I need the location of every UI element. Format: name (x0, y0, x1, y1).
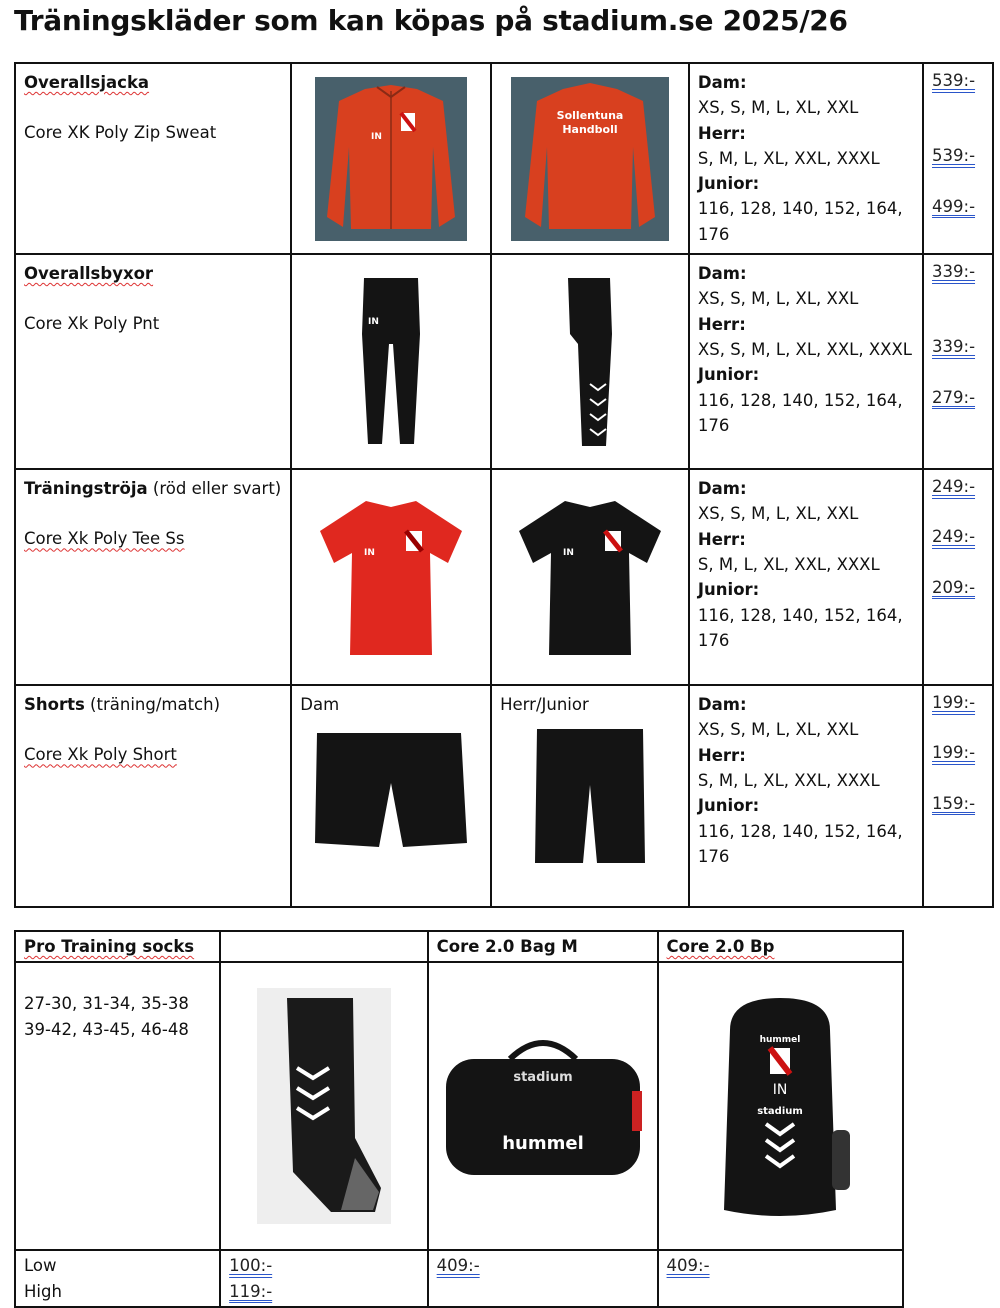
dam-sizes: XS, S, M, L, XL, XXL (697, 289, 859, 309)
product-model: Core XK Poly Zip Sweat (24, 123, 217, 143)
price-herr: 339:- (932, 337, 976, 357)
accessories-price-row (15, 1250, 903, 1307)
herr-sizes: S, M, L, XL, XXL, XXXL (697, 148, 880, 168)
tee-red-icon (316, 495, 466, 660)
page-title: Träningskläder som kan köpas på stadium.se 2025/26 (14, 4, 848, 37)
bp-brand-text: hummel (759, 1035, 801, 1046)
bag-icon (440, 1031, 646, 1181)
product-name: Träningströja (24, 479, 148, 499)
bp-store-text: stadium (757, 1106, 804, 1118)
pants-initials: IN (368, 316, 380, 327)
header-backpack: Core 2.0 Bp (666, 937, 775, 956)
dam-sizes: XS, S, M, L, XL, XXL (697, 504, 859, 524)
product-name: Shorts (24, 695, 85, 715)
product-name: Overallsjacka (24, 73, 150, 92)
price-dam: 249:- (932, 477, 976, 497)
accessories-table (14, 930, 904, 1308)
price-herr: 539:- (932, 146, 976, 166)
accessories-image-row (15, 962, 903, 1250)
price-herr: 199:- (932, 743, 976, 763)
tee-red-image (291, 469, 491, 685)
tee-black-initials: IN (563, 547, 574, 558)
backpack-image (658, 962, 903, 1250)
price-dam: 339:- (932, 262, 976, 282)
pants-front-image (291, 254, 491, 469)
jacket-front-image (291, 63, 491, 254)
price-junior: 279:- (932, 387, 976, 407)
price-herr: 249:- (932, 527, 976, 547)
dam-sizes: XS, S, M, L, XL, XXL (697, 720, 859, 740)
junior-sizes: 116, 128, 140, 152, 164, 176 (697, 390, 903, 435)
accessories-header-row (15, 931, 903, 962)
price-label-low: Low (24, 1256, 57, 1276)
tee-red-initials: IN (364, 547, 376, 558)
shorts-dam-icon (311, 723, 471, 853)
price-dam: 539:- (932, 71, 976, 90)
shorts-dam-image (291, 685, 491, 907)
header-socks: Pro Training socks (24, 937, 195, 956)
product-row-shorts: Shorts (träning/match) Core Xk Poly Short Dam Herr/Junior Dam: XS, S, M, L, XL, XXL Herr: S, M, L, XL, XXL, XXXL Junior: 116, 128, 140, 152, 164, 176 199:- 199:- 159:- (15, 685, 993, 907)
dam-sizes: XS, S, M, L, XL, XXL (697, 98, 859, 118)
shorts-herr-image (491, 685, 689, 907)
bp-initials: IN (772, 1082, 788, 1099)
sock-icon (257, 988, 391, 1224)
backpack-icon (700, 990, 860, 1222)
jacket-back-image (491, 63, 689, 254)
herr-sizes: XS, S, M, L, XL, XXL, XXXL (697, 339, 912, 359)
bag-brand-text: hummel (501, 1133, 584, 1155)
price-junior: 209:- (932, 577, 976, 597)
product-row-jacket: Overallsjacka Core XK Poly Zip Sweat IN Sollentuna Handboll Dam: XS, S, M, L, XL, XXL Herr: S, M, L, XL, XXL, XXXL Junior: 116, 128, 140, 152, 164, 176 539:- 539:- 499:- (15, 63, 993, 254)
price-label-high: High (24, 1281, 62, 1301)
junior-sizes: 116, 128, 140, 152, 164, 176 (697, 605, 903, 650)
herr-sizes: S, M, L, XL, XXL, XXXL (697, 770, 880, 790)
header-bag: Core 2.0 Bag M (436, 937, 578, 956)
pants-side-icon (560, 274, 620, 450)
product-name: Overallsbyxor (24, 264, 154, 284)
image-caption: Dam (300, 695, 340, 715)
junior-sizes: 116, 128, 140, 152, 164, 176 (697, 199, 903, 244)
product-model: Core Xk Poly Tee Ss (24, 529, 185, 549)
jacket-front-icon (315, 77, 467, 241)
socks-price-high: 119:- (229, 1281, 273, 1301)
socks-image (220, 962, 428, 1250)
price-junior: 499:- (932, 196, 976, 216)
socks-sizes-1: 27-30, 31-34, 35-38 (24, 994, 189, 1014)
pants-front-icon (356, 274, 426, 450)
price-junior: 159:- (932, 793, 976, 813)
bag-store-text: stadium (512, 1070, 573, 1086)
jacket-back-icon (511, 77, 669, 241)
socks-price-low: 100:- (229, 1256, 273, 1276)
junior-sizes: 116, 128, 140, 152, 164, 176 (697, 821, 903, 866)
product-row-pants: Overallsbyxor Core Xk Poly Pnt IN Dam: XS, S, M, L, XL, XXL Herr: XS, S, M, L, XL, XXL, XXXL Junior: 116, 128, 140, 152, 164, 176 339:- 339:- 279:- (15, 254, 993, 469)
pants-side-image (491, 254, 689, 469)
jacket-back-text-2: Handboll (562, 122, 618, 136)
shorts-herr-icon (531, 723, 649, 869)
bag-image (428, 962, 658, 1250)
clothing-table (14, 62, 994, 908)
product-model: Core Xk Poly Pnt (24, 314, 160, 334)
product-row-tee: Träningströja (röd eller svart) Core Xk Poly Tee Ss IN IN Dam: XS, S, M, L, XL, XXL Herr: S, M, L, XL, XXL, XXXL Junior: 116, 128, 140, 152, 164, 176 249:- 249:- 209:- (15, 469, 993, 685)
image-caption: Herr/Junior (500, 695, 589, 715)
price-dam: 199:- (932, 693, 976, 713)
backpack-price: 409:- (666, 1256, 710, 1276)
product-model: Core Xk Poly Short (24, 745, 177, 765)
tee-black-image (491, 469, 689, 685)
herr-sizes: S, M, L, XL, XXL, XXXL (697, 554, 880, 574)
jacket-back-text-1: Sollentuna (556, 108, 624, 122)
bag-price: 409:- (436, 1256, 480, 1276)
jacket-initials: IN (371, 131, 383, 142)
socks-sizes-2: 39-42, 43-45, 46-48 (24, 1019, 189, 1039)
tee-black-icon (515, 495, 665, 660)
